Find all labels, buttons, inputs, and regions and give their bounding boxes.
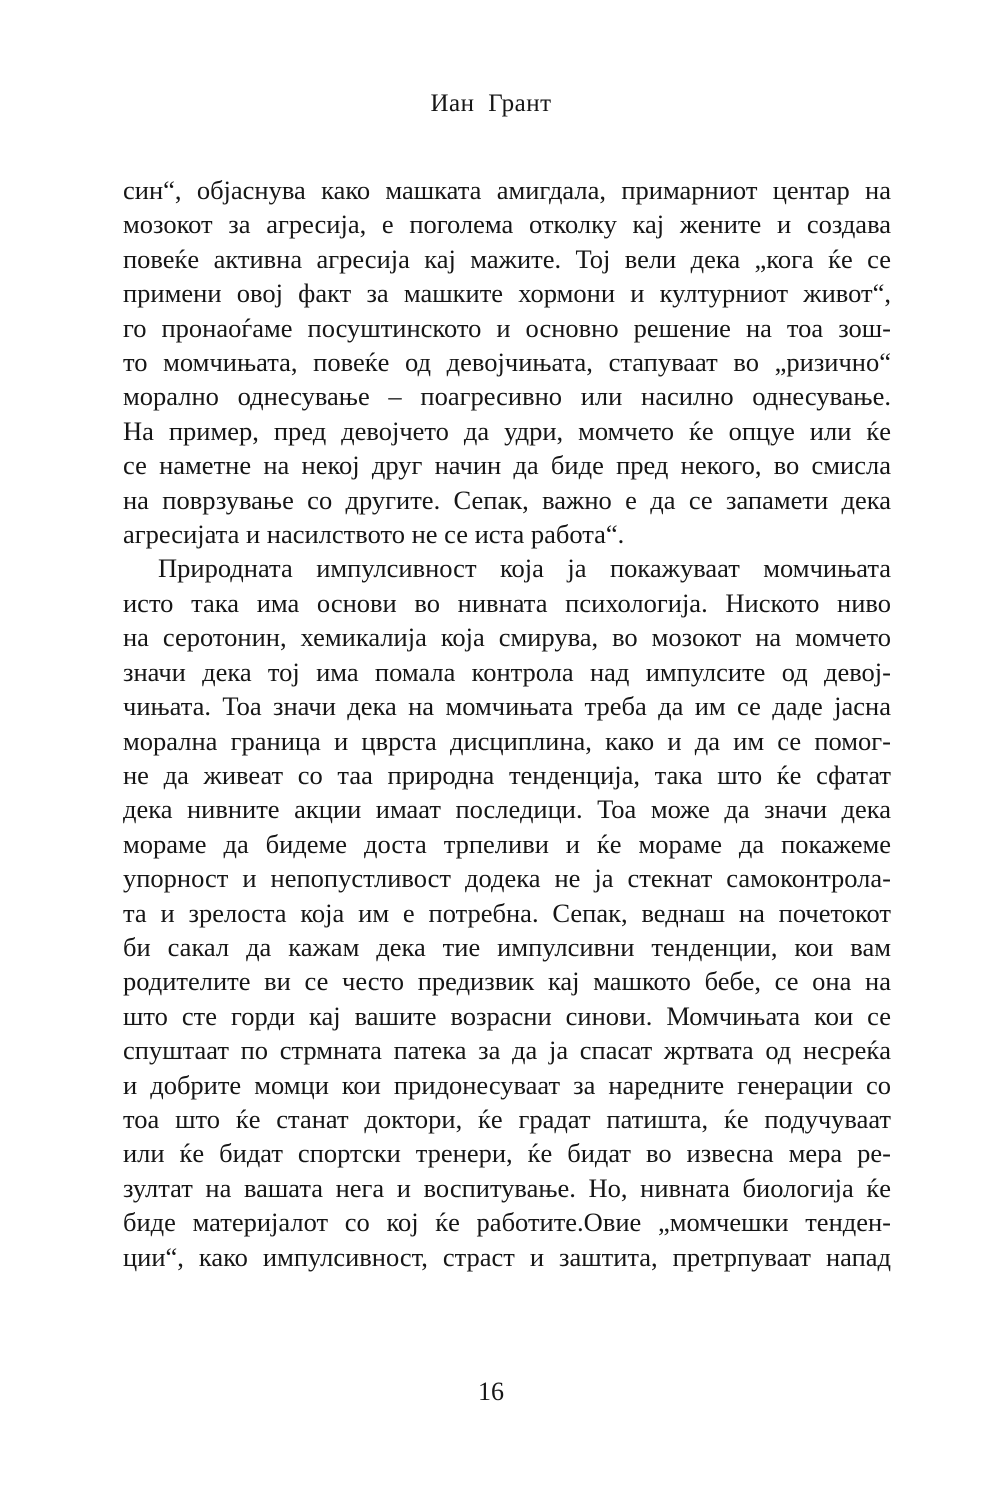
text-line: го пронаоѓаме посуштинското и основно решение на тоа зош- (123, 312, 891, 343)
text-line: та и зрелоста која им е потребна. Сепак, веднаш на почетокот (123, 897, 891, 928)
text-line: на поврзување со другите. Сепак, важно е да се запамети дека (123, 484, 891, 515)
text-line: родителите ви се често предизвик кај машкото бебе, се она на (123, 966, 891, 997)
text-line: на серотонин, хемикалија која смирува, во мозокот на момчето (123, 622, 891, 653)
text-line: спуштаат по стрмната патека за да ја спасат жртвата од несреќа (123, 1035, 891, 1066)
running-header: Иан Грант (430, 90, 552, 117)
text-line: биде материјалот со кој ќе работите.Овие „момчешки тенден- (123, 1207, 891, 1238)
text-line: не да живеат со таа природна тенденција, така што ќе сфатат (123, 759, 891, 790)
text-line: примени овој факт за машките хормони и културниот живот“, (123, 278, 891, 309)
text-line: упорност и непопустливост додека не ја стекнат самоконтрола- (123, 863, 891, 894)
text-line: значи дека тој има помала контрола над импулсите од девој- (123, 656, 891, 687)
text-line: исто така има основи во нивната психологија. Ниското ниво (123, 587, 891, 618)
paragraph (123, 551, 891, 1274)
text-line: то момчињата, повеќе од девојчињата, стапуваат во „ризично“ (123, 347, 891, 378)
text-line: повеќе активна агресија кај мажите. Тој вели дека „кога ќе се (123, 243, 891, 274)
text-line: морална граница и цврста дисциплина, како и да им се помог- (123, 725, 891, 756)
text-line: или ќе бидат спортски тренери, ќе бидат во извесна мера ре- (123, 1138, 891, 1169)
text-line: морално однесување – поагресивно или насилно однесување. (123, 381, 891, 412)
text-line: што сте горди кај вашите возрасни синови. Момчињата кои се (123, 1000, 891, 1031)
text-line: дека нивните акции имаат последици. Тоа може да значи дека (123, 794, 891, 825)
text-line: и добрите момци кои придонесуваат за наредните генерации со (123, 1069, 891, 1100)
text-line: би сакал да кажам дека тие импулсивни тенденции, кои вам (123, 931, 891, 962)
text-line: тоа што ќе станат доктори, ќе градат патишта, ќе подучуваат (123, 1103, 891, 1134)
text-line: мораме да бидеме доста трпеливи и ќе мораме да покажеме (123, 828, 891, 859)
body-text (123, 173, 891, 1274)
text-line: син“, објаснува како машката амигдала, примарниот центар на (123, 175, 891, 205)
text-line: Природната импулсивност која ја покажуваат момчињата (158, 553, 891, 584)
page-number: 16 (478, 1377, 504, 1406)
text-line: ции“, како импулсивност, страст и заштита, претрпуваат напад (123, 1241, 891, 1272)
text-line: се наметне на некој друг начин да биде пред некого, во смисла (123, 450, 891, 481)
text-line: чињата. Тоа значи дека на момчињата треба да им се даде јасна (123, 691, 891, 722)
paragraph (123, 173, 891, 551)
text-line: агресијата и насилството не се иста работа“. (123, 519, 625, 550)
text-line: зултат на вашата нега и воспитување. Но, нивната биологија ќе (123, 1172, 891, 1203)
text-line: мозокот за агресија, е поголема отколку кај жените и создава (123, 209, 891, 240)
text-line: На пример, пред девојчето да удри, момчето ќе опцуе или ќе (123, 415, 891, 446)
